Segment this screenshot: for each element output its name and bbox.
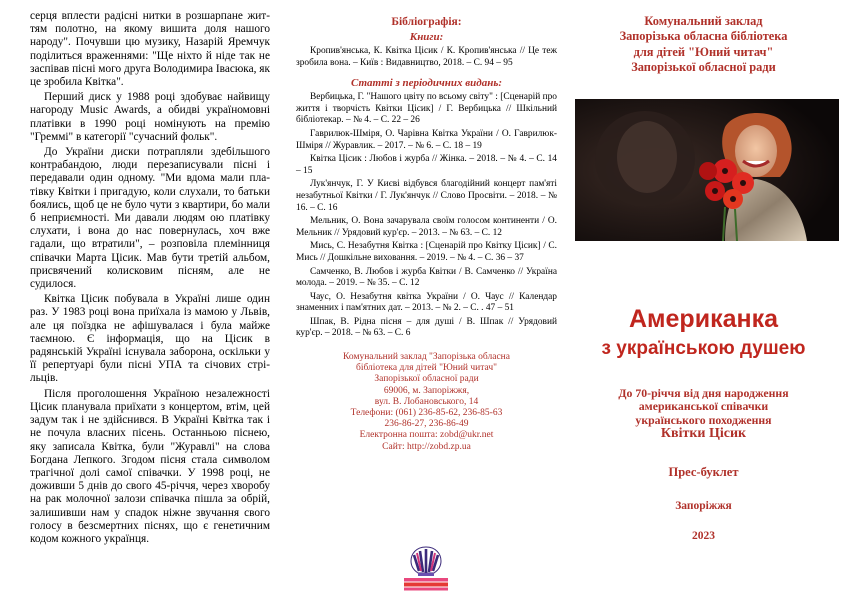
contact-line: 69006, м. Запоріжжя, xyxy=(383,385,470,396)
title-line-1: Американка xyxy=(628,304,779,333)
institution-name xyxy=(577,14,830,76)
article-entry: Мельник, О. Вона зачарувала своїм голосом континенти / О. Мельник // Урядовий кур'єр. – 2013. – № 63. – С. 12 xyxy=(296,216,557,238)
publication-city: Запоріжжя xyxy=(675,500,732,512)
article-entry: Самченко, В. Любов і журба Квітки / В. Самченко // Україна молода. – 2019. – № 35. – С. 12 xyxy=(296,266,557,289)
article-paragraph: серця вплести радісні нитки в розшарпане життям полотно, на якому вишита доля нашого народу". Почувши цю музику, Назарій Яремчук поділиться враженнями: "Ще ніхто й ніде так не заспівав пісні мого друга Володимира Івасюка, як це зробила Квітка". xyxy=(30,10,270,89)
document-type: Прес-буклет xyxy=(668,465,739,479)
contact-line: бібліотека для дітей "Юний читач" xyxy=(355,363,497,374)
contact-line: вул. В. Лобановського, 14 xyxy=(374,396,479,407)
institution-line: Запорізької обласної ради xyxy=(631,60,776,75)
books-heading: Книги: xyxy=(409,31,444,43)
article-paragraph: До України диски потрапляли здебільшого контрабандою, люди перезаписували пісні і передавали один одному. "Ми вдома мали платівку Квітки і пригадую, коли слухали, то батьки боялись, щоб це не було чути з квартири, бо мали б неприємності. Ми давали людям ою платівку слухати, і вона до нас повернулась, хоч вже гадали, що втратили", – розповіла племінниця співачки Марта Цісик. Мав бути третій альбом, присвячений колисковим пісням, але не судилося. xyxy=(30,146,270,291)
article-column xyxy=(0,0,282,595)
article-entry: Лук'янчук, Г. У Києві відбувся благодійний концерт пам'яті незабутньої Квітки / Г. Лук'янчук // Слово Просвіти. – 2018. – № 16. – С. 16 xyxy=(296,179,557,213)
booklet-subtitle xyxy=(577,387,830,441)
contact-email[interactable]: Електронна пошта: zobd@ukr.net xyxy=(359,430,494,441)
articles-heading: Статті з періодичних видань: xyxy=(350,77,503,90)
article-paragraph: Після проголошення Україною незалежності Цісик планувала приїхати з концертом, втім, цей задум так і не здійснився. В Україні Квітка так і не почула власних пісень. Останньою піснею, яку записала Квітка, були "Журавлі" на слова Богдана Лепкого. Згодом пісня стала символом трагічної долі самої співачки. У 1998 році, не доживши 5 днів до свого 45-річчя, через хворобу на рак молочної залози співачка пішла за обрій, залишивши нам у спадок ніжне звучання свого голосу в безсмертних піснях, що є генетичним кодом кожного українця. xyxy=(30,387,270,545)
singer-photo xyxy=(575,99,839,241)
institution-line: Комунальний заклад xyxy=(644,14,763,28)
institution-line: для дітей "Юний читач" xyxy=(633,44,774,59)
library-contacts xyxy=(296,352,557,453)
article-entry: Чаус, О. Незабутня квітка України / О. Чаус // Календар знаменних і пам'ятних дат. – 2013. – № 2. – С. . 47 – 51 xyxy=(296,291,557,314)
subtitle-line: До 70-річчя від дня народження xyxy=(618,385,789,400)
publication-year: 2023 xyxy=(692,530,715,542)
singer-name: Квітки Цісик xyxy=(660,426,747,442)
article-entry: Вербицька, Г. "Нашого цвіту по всьому світу" : [Сценарій про життя і творчість Квітки Цісик] / Г. Вербицька // Шкільний бібліотекар. – № 4. – С. 22 – 26 xyxy=(296,92,557,126)
contact-website[interactable]: Сайт: http://zobd.zp.ua xyxy=(382,441,471,452)
contact-phones: 236-86-27, 236-86-49 xyxy=(384,419,469,430)
article-entry: Шпак, В. Рідна пісня – для душі / В. Шпак // Урядовий кур'єр. – 2018. – № 63. – С. 6 xyxy=(296,316,557,339)
title-line-2: з українською душею xyxy=(601,337,806,359)
booklet-title xyxy=(577,304,830,361)
contact-phones: Телефони: (061) 236-85-62, 236-85-63 xyxy=(350,408,503,419)
library-logo-icon xyxy=(402,543,450,591)
subtitle-line: американської співачки xyxy=(638,399,769,414)
cover-column xyxy=(567,0,842,595)
article-paragraph: Квітка Цісик побувала в Україні лише один раз. У 1983 році вона приїхала із мамою у Львів, але ця поїздка не афішувалася і була майже таємною. Є інформація, що на Цісик в радянській Україні існувала заборона, оскільки у її репертуарі були пісні УПА та січових стрільців. xyxy=(30,293,270,385)
article-entry: Мись, С. Незабутня Квітка : [Сценарій про Квітку Цісик] / С. Мись // Дошкільне виховання. – 2019. – № 4. – С. 36 – 37 xyxy=(296,241,557,263)
article-paragraph: Перший диск у 1988 році здобуває найвищу нагороду Music Awards, а обидві україномовні платівки в 1990 році номінують на премію "Греммі" в категорії "сучасний фольк". xyxy=(30,91,270,143)
article-entry: Квітка Цісик : Любов і журба // Жінка. – 2018. – № 4. – С. 14 – 15 xyxy=(296,154,557,176)
contact-line: Комунальний заклад "Запорізька обласна xyxy=(343,352,510,363)
institution-line: Запорізька обласна бібліотека xyxy=(619,29,788,44)
book-entry: Кропив'янська, К. Квітка Цісик / К. Кропив'янська // Це теж зробила вона. – Київ : Видавництво, 2018. – С. 94 – 95 xyxy=(296,46,557,68)
article-entry: Гаврилюк-Шміря, О. Чарівна Квітка України / О. Гаврилюк-Шміря // Журавлик. – 2017. – № 6. – С. 18 – 19 xyxy=(296,128,557,151)
contact-line: Запорізької обласної ради xyxy=(374,374,479,385)
bibliography-heading: Бібліографія: xyxy=(391,16,462,28)
bibliography-column xyxy=(282,0,567,595)
subtitle-line: українського походження xyxy=(635,412,772,427)
